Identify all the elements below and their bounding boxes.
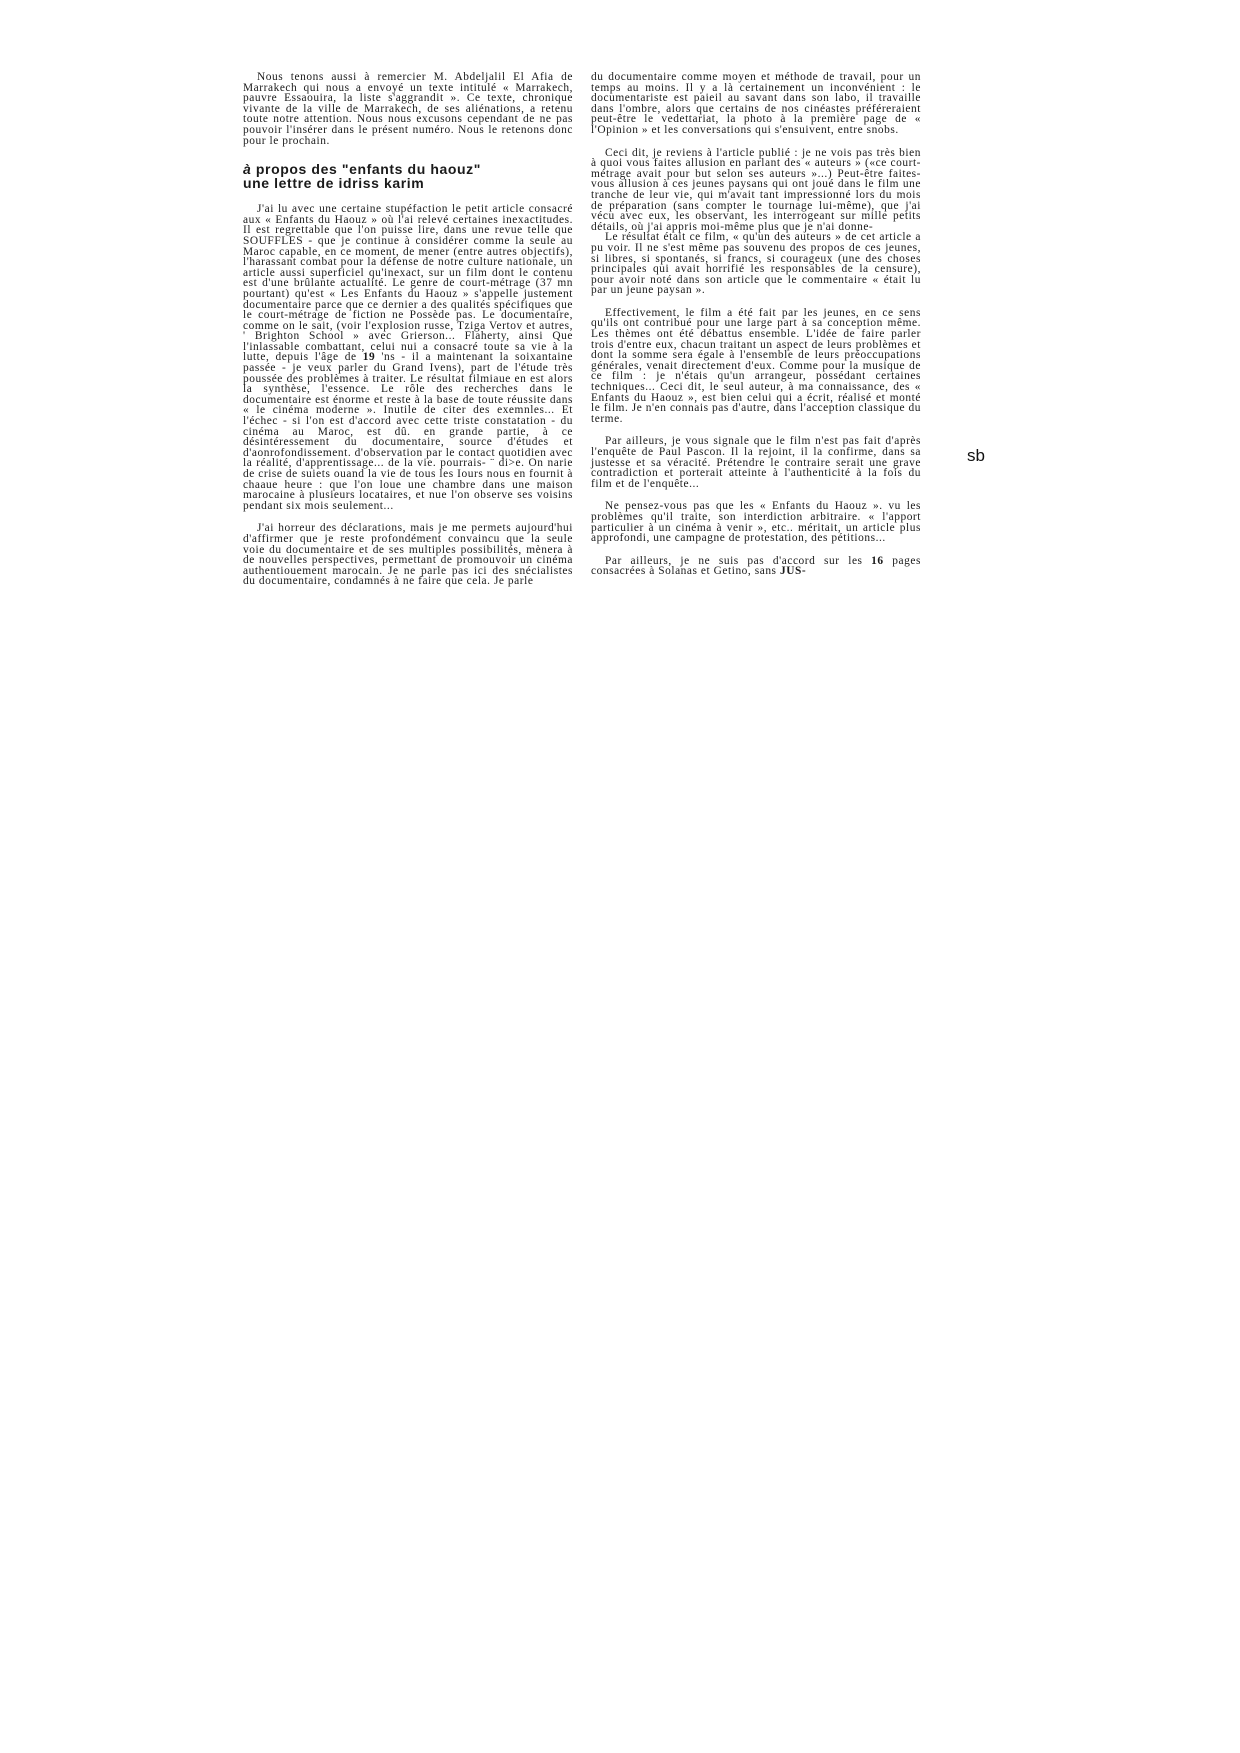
article-heading (243, 162, 573, 190)
paragraph-text: 'ns - il a maintenant la soixantaine passée - je veux parler du Grand Ivens), part de l'étude très poussée des problèmes à traiter. Le résultat filmiaue en est alors la synthèse, l'essence. Le rôle des recherches dans le documentaire est énorme et reste à la base de toute réussite dans « le cinéma moderne ». Inutile de citer des exemnles... Et l'échec - si l'on est d'accord avec cette triste constatation - du cinéma au Maroc, est dû. en grande partie, à ce désintéressement du documentaire, source d'études et d'aonrofondissement. d'observation par le contact quotidien avec la réalité, d'apprentissage... de la vie. pourrais- ¨ di>e. On narie de crise de suiets ouand la vie de tous les Iours nous en fournit à chaaue heure : que l'on loue une chambre dans une maison marocaine à plusieurs locataires, et nue l'on observe ses voisins pendant six mois seulement... (243, 351, 573, 512)
bold-number: 19 (362, 351, 376, 364)
body-paragraph: Par ailleurs, je vous signale que le film n'est pas fait d'après l'enquête de Paul Pascon. Il la rejoint, il la confirme, dans sa justesse et sa véracité. Prétendre le contraire serait une grave contradiction et porterait atteinte à l'authenticité à la fois du film et de l'enquête... (591, 435, 921, 490)
body-paragraph: du documentaire comme moyen et méthode de travail, pour un temps au moins. Il y a là certainement un inconvénient : le documentariste est paieil au savant dans son labo, il travaille dans l'ombre, alors que certains de nos cinéastes préféreraient peut-être le vedettariat, la photo à la première page de « l'Opinion » et les conversations qui s'ensuivent, entre snobs. (591, 71, 921, 136)
body-paragraph: Ceci dit, je reviens à l'article publié : je ne vois pas très bien à quoi vous faites allusion en parlant des « auteurs » («ce court-métrage avait pour but selon ses auteurs »...) Peut-être faites-vous allusion à ces jeunes paysans qui ont joué dans le film une tranche de leur vie, qui m'avait tant impressionné lors du mois de préparation (sans compter le tournage lui-même), que j'ai vécu avec eux, les observant, les interrogeant sur mille petits détails, où j'ai appris moi-même plus que je n'ai donne- (591, 146, 921, 233)
body-paragraph: Effectivement, le film a été fait par les jeunes, en ce sens qu'ils ont contribué pour une large part à sa conception même. Les thèmes ont été débattus ensemble. L'idée de faire parler trois d'entre eux, chacun traitant un aspect de leurs problèmes et dont la somme sera égale à l'ensemble de leurs préoccupations générales, venait directement d'eux. Comme pour la musique de ce film : je n'étais qu'un arrangeur, possédant certaines techniques... Ceci dit, le seul auteur, à ma connaissance, des « Enfants du Haouz », est bien celui qui a écrit, réalisé et monté le film. Je n'en connais pas d'autre, dans l'acception classique du terme. (591, 306, 921, 425)
bold-word: JUS- (779, 565, 807, 578)
body-paragraph (591, 556, 921, 577)
body-paragraph: Ne pensez-vous pas que les « Enfants du Haouz ». vu les problèmes qu'il traite, son interdiction arbitraire. « l'apport particulier à un cinéma à venir », etc.. méritait, un article plus approfondi, une campagne de protestation, des pétitions... (591, 500, 921, 545)
heading-line-2: une lettre de idriss karim (243, 175, 425, 192)
paragraph-text: J'ai lu avec une certaine stupéfaction le petit article consacré aux « Enfants du Haouz » où l'ai relevé certaines inexactitudes. Il est regrettable que l'on puisse lire, dans une revue telle que SOUFFLES - que je continue à considérer comme la seule au Maroc capable, en ce moment, de mener (entre autres objectifs), l'harassant combat pour la défense de notre culture nationale, un article aussi superficiel qu'inexact, sur un film dont le contenu est d'une brûlante actualité. Le genre de court-métrage (37 mn pourtant) qu'est « Les Enfants du Haouz » s'appelle justement documentaire parce que ce dernier a des qualités spécifiques que le court-métrage de fiction ne Possède pas. Le documentaire, comme on le sait, (voir l'explosion russe, Tziga Vertov et autres, ' Brighton School » avec Grierson... Flaherty, ainsi Que l'inlassable combattant, celui nui a consacré toute sa vie à la lutte, depuis l'âge de (243, 203, 573, 364)
body-paragraph: Le résultat était ce film, « qu'un des auteurs » de cet article a pu voir. Il ne s'est même pas souvenu des propos de ces jeunes, si libres, si spontanés, si francs, si courageux (une des choses principales qui avait horrifié les responsables de la censure), pour avoir noté dans son article que le commentaire « était lu par un jeune paysan ». (591, 231, 921, 297)
heading-prefix: à (243, 161, 252, 178)
heading-line-1-text: propos des "enfants du haouz" (251, 161, 482, 178)
body-paragraph: J'ai horreur des déclarations, mais je me permets aujourd'hui d'affirmer que je reste profondément convaincu que la seule voie du documentaire et de ses multiples possibilités, mènera à de nouvelles perspectives, permettant de promouvoir un cinéma authentiouement marocain. Je ne parle pas ici des snécialistes du documentaire, condamnés à ne faire que cela. Je parle (243, 522, 573, 588)
paragraph-text: pages consacrées à Solanas et Getino, sans (591, 554, 921, 578)
left-column (243, 72, 573, 587)
heading-line-1 (243, 162, 573, 176)
right-column (591, 72, 921, 589)
paragraph-text: Par ailleurs, je ne suis pas d'accord sur les (605, 554, 872, 567)
intro-paragraph: Nous tenons aussi à remercier M. Abdeljalil El Afia de Marrakech qui nous a envoyé un texte intitulé « Marrakech, pauvre Essaouira, la liste s'aggrandit ». Ce texte, chronique vivante de la ville de Marrakech, de ses aliénations, a retenu toute notre attention. Nous nous excusons cependant de ne pas pouvoir l'insérer dans le présent numéro. Nous le retenons donc pour le prochain. (243, 71, 573, 147)
body-paragraph (243, 204, 573, 511)
margin-annotation: sb (967, 446, 985, 465)
bold-number: 16 (871, 554, 884, 567)
